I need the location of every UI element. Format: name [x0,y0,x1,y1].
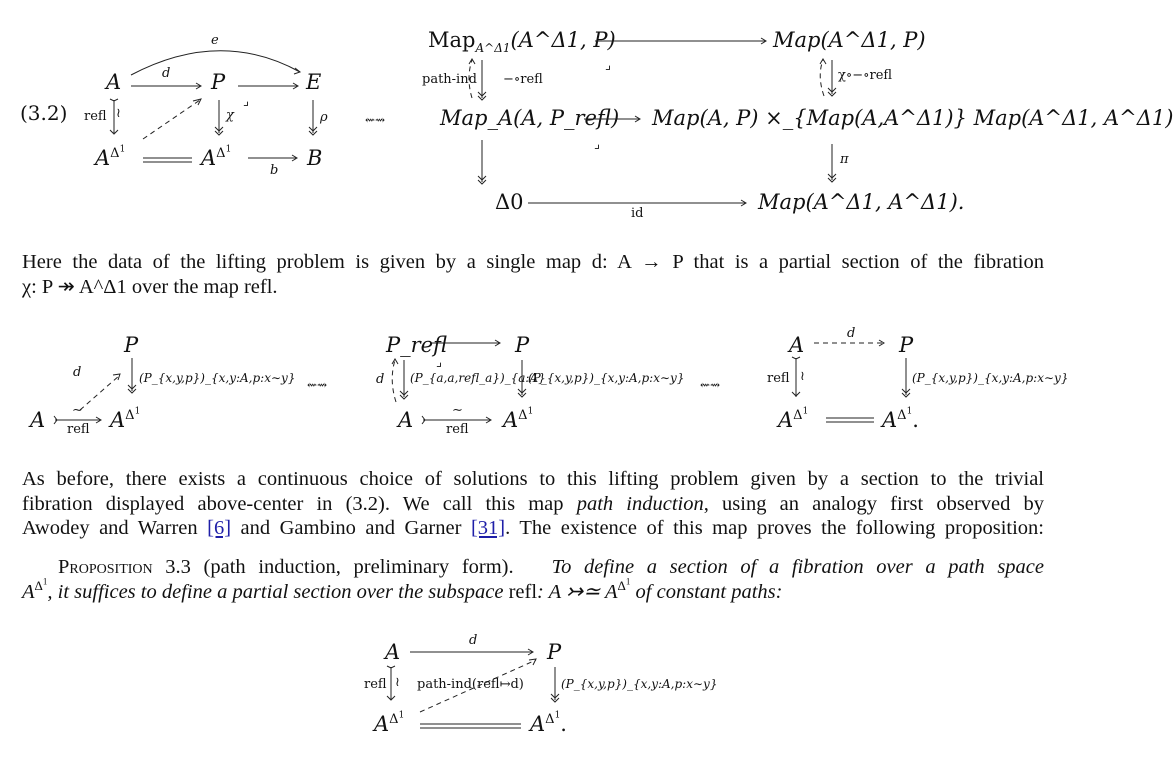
node-B: B [307,146,323,170]
label-id: id [631,206,644,221]
node-delta0: Δ0 [495,190,524,214]
label-orefl: −∘refl [503,72,543,87]
d1-label-d: d [73,365,82,380]
paragraph2-line2: fibration displayed above-center in (3.2). We call this map path induction, using an analogy first observed by [22,492,1044,515]
squiggle-arrow-3: ⇜⇝ [700,378,721,392]
label-chi: χ [226,108,234,123]
label-pi: π [840,152,849,167]
d3-node-P: P [899,333,914,357]
node-A: A [106,70,122,94]
paragraph-lifting-problem [22,250,1044,299]
d1-label-family: (P_{x,y,p})_{x,y:A,p:x∼y} [139,371,296,385]
paragraph1-line2: χ: P ↠ A^Δ1 over the map refl. [22,275,278,298]
node-map-adelta-adelta: Map(A^Δ1, A^Δ1). [758,190,965,214]
proposition-3-3 [22,555,1044,604]
node-P: P [211,70,226,94]
d2-arrow-d [392,360,396,402]
paragraph1-line1: Here the data of the lifting problem is given by a single map d: A → P that is a partial section of the fibration [22,251,1044,273]
final-node-A-delta1-left: $A^{\Delta^1}$ [374,710,405,736]
node-fiber-product: Map(A, P) ×_{Map(A,A^Δ1)} Map(A^Δ1, A^Δ1) [652,106,1173,130]
pullback-corner-top: ⌟ [605,58,612,73]
d2-tilde: ∼ [452,403,463,418]
d2-pullback: ⌟ [436,355,443,370]
d1-node-P: P [124,333,139,357]
final-node-A: A [385,640,401,664]
pullback-corner: ⌟ [243,94,250,109]
equation-number: (3.2) [20,101,68,125]
label-b: b [270,163,279,178]
final-label-d: d [469,633,478,648]
label-chi-orefl: χ∘−∘refl [838,68,893,83]
d2-node-A-delta1: $A^{\Delta^1}$ [503,406,534,432]
citation-6[interactable]: [6] [207,517,232,539]
d1-node-A: A [30,408,46,432]
label-path-ind: path-ind [422,72,477,87]
label-rho: ρ [320,110,328,125]
node-A-delta1-mid: $A^{\Delta^1}$ [201,144,232,170]
pullback-corner-mid: ⌟ [594,137,601,152]
label-e: e [211,33,219,48]
final-label-family: (P_{x,y,p})_{x,y:A,p:x∼y} [561,677,718,691]
d3-node-A-delta1-right: $A^{\Delta^1}$. [882,406,919,432]
node-A-delta1-left: $A^{\Delta^1}$ [95,144,126,170]
arrow-section [820,60,824,96]
d2-node-Prefl: P_refl [386,333,448,357]
node-E: E [306,70,322,94]
d3-label-d: d [847,326,856,341]
d2-label-family: (P_{x,y,p})_{x,y:A,p:x∼y} [528,371,685,385]
d1-tilde: ∼ [72,403,83,418]
d2-node-P: P [515,333,530,357]
final-label-path-ind: path-ind(refl↦d) [417,677,524,692]
term-path-induction: path induction [576,492,704,515]
d3-node-A-delta1-left: $A^{\Delta^1}$ [778,406,809,432]
d3-label-refl: refl [767,371,790,386]
arrow-path-ind [469,60,472,98]
arrow-e [131,51,300,75]
node-map-adelta-p: Map(A^Δ1, P) [773,28,926,52]
d3-node-A: A [789,333,805,357]
citation-31[interactable]: [31] [470,517,506,539]
label-refl: refl [84,109,107,124]
node-map-over-adelta: Map$_{A\^{}\Delta 1}$(A^Δ1, P) [428,28,616,56]
d2-label-d: d [376,372,385,387]
paragraph2-line1: As before, there exists a continuous choice of solutions to this lifting problem given by a section to the trivial [22,468,1044,490]
tilde-mark: ≀ [116,106,121,121]
d3-label-family: (P_{x,y,p})_{x,y:A,p:x∼y} [912,371,1069,385]
squiggle-arrow-1: ⇜⇝ [365,113,386,127]
final-tilde: ≀ [395,675,400,690]
d2-label-refl: refl [446,422,469,437]
d3-tilde: ≀ [800,369,805,384]
label-d: d [162,66,171,81]
proposition-line2: $A^{\Delta^1}$, it suffices to define a partial section over the subspace refl: A ↣≃ $A^{\Delta^1}$ of constant paths: [22,576,783,603]
d1-node-A-delta1: $A^{\Delta^1}$ [110,406,141,432]
paragraph-path-induction [22,467,1044,541]
squiggle-arrow-2: ⇜⇝ [307,378,328,392]
node-map-a-prefl: Map_A(A, P_refl) [440,106,620,130]
final-node-P: P [547,640,562,664]
d2-label-family-left: (P_{a,a,refl_a})_{a:A} [410,371,546,385]
d1-arrow-d [80,375,120,410]
final-label-refl: refl [364,677,387,692]
final-node-A-delta1-right: $A^{\Delta^1}$. [530,710,567,736]
proposition-line1: Proposition 3.3 (path induction, preliminary form). To define a section of a fibration over a path space [58,556,1044,578]
d1-label-refl: refl [67,422,90,437]
proposition-heading: Proposition 3.3 [58,556,191,578]
paragraph2-line3: Awodey and Warren [6] and Gambino and Garner [31]. The existence of this map proves the following proposition: [22,517,1044,539]
d2-node-A: A [398,408,414,432]
arrow-lift-dashed [143,100,200,139]
